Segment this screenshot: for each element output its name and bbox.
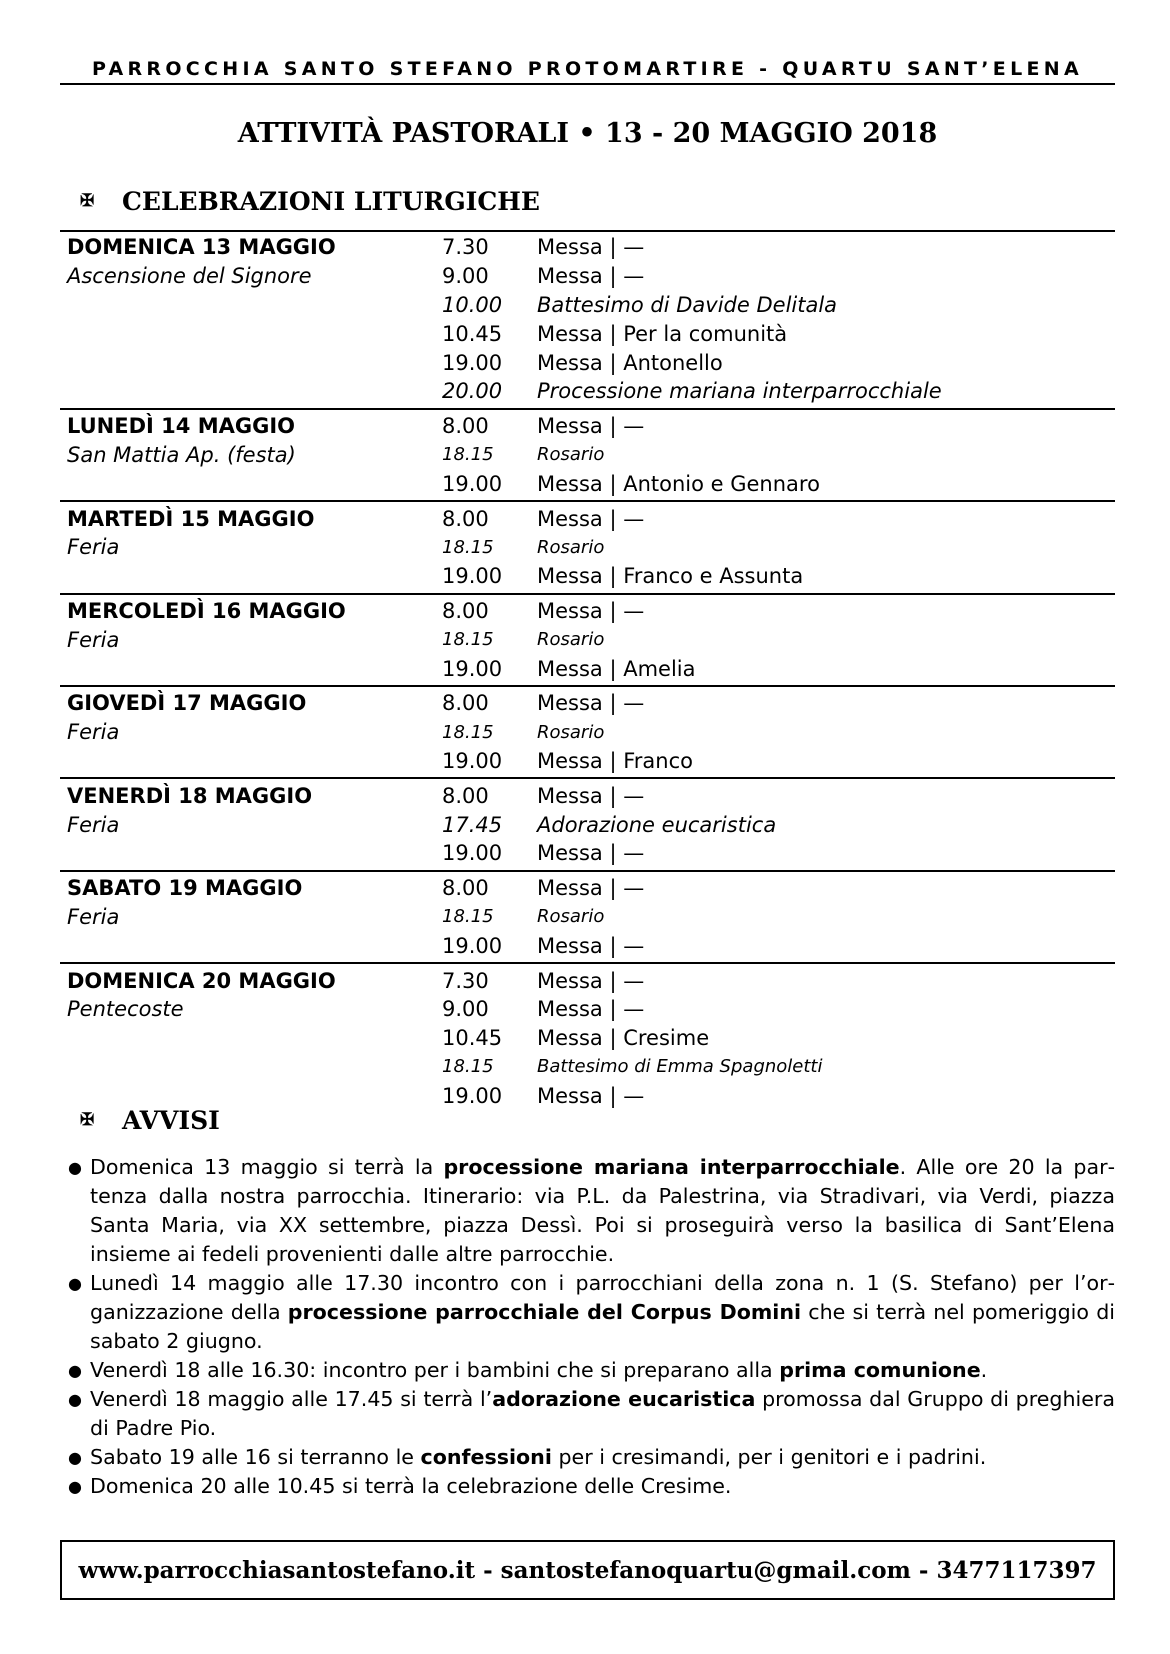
day-block	[60, 500, 1115, 592]
schedule-row	[60, 504, 1115, 533]
notice-item	[60, 1472, 1115, 1501]
notice-fragment: che si terrà nel pomeriggio di sabato 2 giugno.	[90, 1300, 1115, 1353]
day-block	[60, 593, 1115, 685]
bullet-icon: ●	[68, 1477, 82, 1496]
event-description: Rosario	[537, 629, 605, 651]
event-description: Adorazione eucaristica	[537, 812, 777, 837]
notice-fragment: per i cresimandi, per i genitori e i padrini.	[551, 1445, 987, 1469]
event-description: Messa | —	[537, 506, 645, 531]
event-time: 20.00	[442, 379, 503, 404]
schedule-row	[60, 903, 1115, 932]
event-time: 19.00	[442, 841, 503, 866]
event-time: 8.00	[442, 691, 489, 716]
day-block	[60, 870, 1115, 962]
schedule-row	[60, 441, 1115, 470]
day-name: DOMENICA 13 MAGGIO	[67, 235, 336, 260]
day-name: VENERDÌ 18 MAGGIO	[67, 783, 313, 808]
notice-text	[90, 1385, 1115, 1443]
event-time: 19.00	[442, 350, 503, 375]
section-title-label: CELEBRAZIONI LITURGICHE	[122, 186, 540, 216]
event-description: Messa | —	[537, 414, 645, 439]
day-name: MERCOLEDÌ 16 MAGGIO	[67, 598, 346, 623]
bullet-icon: ●	[68, 1274, 82, 1293]
schedule-row	[60, 718, 1115, 747]
schedule-row	[60, 625, 1115, 654]
event-description: Rosario	[537, 536, 605, 558]
day-name: MARTEDÌ 15 MAGGIO	[67, 506, 315, 531]
schedule-row	[60, 966, 1115, 995]
notice-highlight: processione parrocchiale del Corpus Domini	[287, 1300, 802, 1324]
event-time: 19.00	[442, 748, 503, 773]
event-description: Messa | Antonello	[537, 350, 723, 375]
notice-fragment: . Alle ore 20 la partenza dalla nostra parrocchia. Itinerario: via P.L. da Palestrina, via Stradivari, via Verdi, piazza Santa Maria, via XX settembre, piazza Dessì. Poi si proseguirà verso la basilica di Sant’Elena insieme ai fedeli provenienti dalle altre parrocchie.	[90, 1155, 1115, 1266]
liturgical-day: Feria	[67, 812, 120, 837]
day-block	[60, 230, 1115, 408]
schedule-row	[60, 291, 1115, 320]
event-description: Rosario	[537, 721, 605, 743]
schedule-row	[60, 597, 1115, 626]
schedule-row	[60, 689, 1115, 718]
notice-item	[60, 1385, 1115, 1443]
event-description: Messa | —	[537, 691, 645, 716]
liturgical-day: Ascensione del Signore	[67, 264, 312, 289]
schedule-row	[60, 995, 1115, 1024]
notice-text	[90, 1153, 1115, 1269]
schedule-row	[60, 781, 1115, 810]
schedule-row	[60, 262, 1115, 291]
schedule-row	[60, 810, 1115, 839]
page-title: ATTIVITÀ PASTORALI • 13 - 20 MAGGIO 2018	[237, 118, 938, 149]
parish-name: PARROCCHIA SANTO STEFANO PROTOMARTIRE - QUARTU SANT’ELENA	[92, 58, 1083, 80]
event-time: 17.45	[442, 812, 503, 837]
notice-fragment: Domenica 13 maggio si terrà la	[90, 1155, 444, 1179]
event-time: 19.00	[442, 933, 503, 958]
bullet-icon: ●	[68, 1158, 82, 1177]
notice-fragment: Domenica 20 alle 10.45 si terrà la celebrazione delle Cresime.	[90, 1474, 732, 1498]
notice-fragment: Venerdì 18 maggio alle 17.45 si terrà l’	[90, 1387, 493, 1411]
notice-text	[90, 1269, 1115, 1356]
event-description: Messa | Cresime	[537, 1026, 710, 1051]
notice-text	[90, 1356, 1115, 1385]
schedule-row	[60, 1053, 1115, 1082]
event-time: 10.45	[442, 321, 503, 346]
notice-highlight: prima comunione	[779, 1358, 981, 1382]
schedule-row	[60, 931, 1115, 960]
notice-item	[60, 1443, 1115, 1472]
liturgical-day: San Mattia Ap. (festa)	[67, 442, 296, 467]
event-time: 7.30	[442, 235, 489, 260]
notice-fragment: promossa dal Gruppo di preghiera di Padre Pio.	[90, 1387, 1116, 1440]
schedule-row	[60, 412, 1115, 441]
event-time: 8.00	[442, 876, 489, 901]
liturgical-schedule	[60, 230, 1115, 1112]
notice-highlight: confessioni	[420, 1445, 552, 1469]
event-description: Messa | —	[537, 783, 645, 808]
notice-text	[90, 1472, 1115, 1501]
notice-item	[60, 1153, 1115, 1269]
event-description: Messa | Per la comunità	[537, 321, 788, 346]
event-time: 18.15	[442, 906, 494, 928]
section-title-avvisi	[80, 1103, 220, 1137]
notice-fragment: .	[980, 1358, 988, 1382]
schedule-row	[60, 839, 1115, 868]
event-description: Messa | —	[537, 841, 645, 866]
schedule-row	[60, 533, 1115, 562]
schedule-row	[60, 654, 1115, 683]
event-description: Rosario	[537, 906, 605, 928]
schedule-row	[60, 377, 1115, 406]
liturgical-day: Feria	[67, 535, 120, 560]
event-description: Messa | —	[537, 598, 645, 623]
schedule-row	[60, 747, 1115, 776]
event-time: 19.00	[442, 656, 503, 681]
event-description: Rosario	[537, 444, 605, 466]
notice-fragment: Venerdì 18 alle 16.30: incontro per i bambini che si preparano alla	[90, 1358, 780, 1382]
day-block	[60, 685, 1115, 777]
schedule-row	[60, 874, 1115, 903]
schedule-row	[60, 319, 1115, 348]
footer-contact-box	[60, 1540, 1115, 1600]
notices-list	[60, 1153, 1115, 1501]
event-time: 7.30	[442, 968, 489, 993]
notice-highlight: adorazione eucaristica	[492, 1387, 756, 1411]
schedule-row	[60, 562, 1115, 591]
event-time: 8.00	[442, 783, 489, 808]
event-description: Battesimo di Davide Delitala	[537, 292, 838, 317]
day-name: SABATO 19 MAGGIO	[67, 876, 303, 901]
schedule-row	[60, 233, 1115, 262]
event-time: 8.00	[442, 598, 489, 623]
event-time: 10.00	[442, 292, 503, 317]
schedule-row	[60, 469, 1115, 498]
contact-info: www.parrocchiasantostefano.it - santostefanoquartu@gmail.com - 3477117397	[78, 1556, 1097, 1584]
event-description: Battesimo di Emma Spagnoletti	[537, 1056, 823, 1078]
event-description: Messa | Franco	[537, 748, 693, 773]
event-time: 9.00	[442, 997, 489, 1022]
notice-fragment: Sabato 19 alle 16 si terranno le	[90, 1445, 421, 1469]
event-description: Messa | Amelia	[537, 656, 696, 681]
schedule-row	[60, 348, 1115, 377]
event-time: 9.00	[442, 264, 489, 289]
day-block	[60, 962, 1115, 1112]
day-name: LUNEDÌ 14 MAGGIO	[67, 414, 295, 439]
event-time: 8.00	[442, 506, 489, 531]
event-time: 18.15	[442, 721, 494, 743]
event-description: Messa | —	[537, 1083, 645, 1108]
event-description: Messa | —	[537, 235, 645, 260]
liturgical-day: Feria	[67, 720, 120, 745]
event-time: 19.00	[442, 1083, 503, 1108]
schedule-row	[60, 1024, 1115, 1053]
event-time: 19.00	[442, 564, 503, 589]
section-title-label: AVVISI	[122, 1105, 220, 1135]
day-name: GIOVEDÌ 17 MAGGIO	[67, 691, 307, 716]
event-time: 19.00	[442, 471, 503, 496]
event-time: 10.45	[442, 1026, 503, 1051]
day-block	[60, 408, 1115, 500]
notice-item	[60, 1356, 1115, 1385]
event-time: 18.15	[442, 1056, 494, 1078]
liturgical-day: Feria	[67, 904, 120, 929]
notice-fragment: Lunedì 14 maggio alle 17.30 incontro con i parrocchiani della zona n. 1 (S. Stefano) per l’organizzazione della	[90, 1271, 1115, 1324]
bullet-icon: ●	[68, 1448, 82, 1467]
event-description: Messa | —	[537, 264, 645, 289]
liturgical-day: Pentecoste	[67, 997, 184, 1022]
day-name: DOMENICA 20 MAGGIO	[67, 968, 336, 993]
event-description: Messa | —	[537, 933, 645, 958]
event-description: Messa | —	[537, 876, 645, 901]
notice-item	[60, 1269, 1115, 1356]
notice-highlight: processione mariana interparrocchiale	[443, 1155, 900, 1179]
event-time: 8.00	[442, 414, 489, 439]
liturgical-day: Feria	[67, 627, 120, 652]
section-title-celebrazioni	[80, 184, 540, 218]
event-time: 18.15	[442, 536, 494, 558]
notice-text	[90, 1443, 1115, 1472]
bullet-icon: ●	[68, 1390, 82, 1409]
cross-pattee-icon: ✠	[80, 191, 95, 211]
header-divider	[60, 83, 1115, 85]
bullet-icon: ●	[68, 1361, 82, 1380]
event-time: 18.15	[442, 444, 494, 466]
event-time: 18.15	[442, 629, 494, 651]
event-description: Messa | Antonio e Gennaro	[537, 471, 820, 496]
event-description: Messa | —	[537, 968, 645, 993]
event-description: Messa | Franco e Assunta	[537, 564, 804, 589]
event-description: Processione mariana interparrocchiale	[537, 379, 942, 404]
event-description: Messa | —	[537, 997, 645, 1022]
cross-pattee-icon: ✠	[80, 1110, 95, 1130]
day-block	[60, 777, 1115, 869]
